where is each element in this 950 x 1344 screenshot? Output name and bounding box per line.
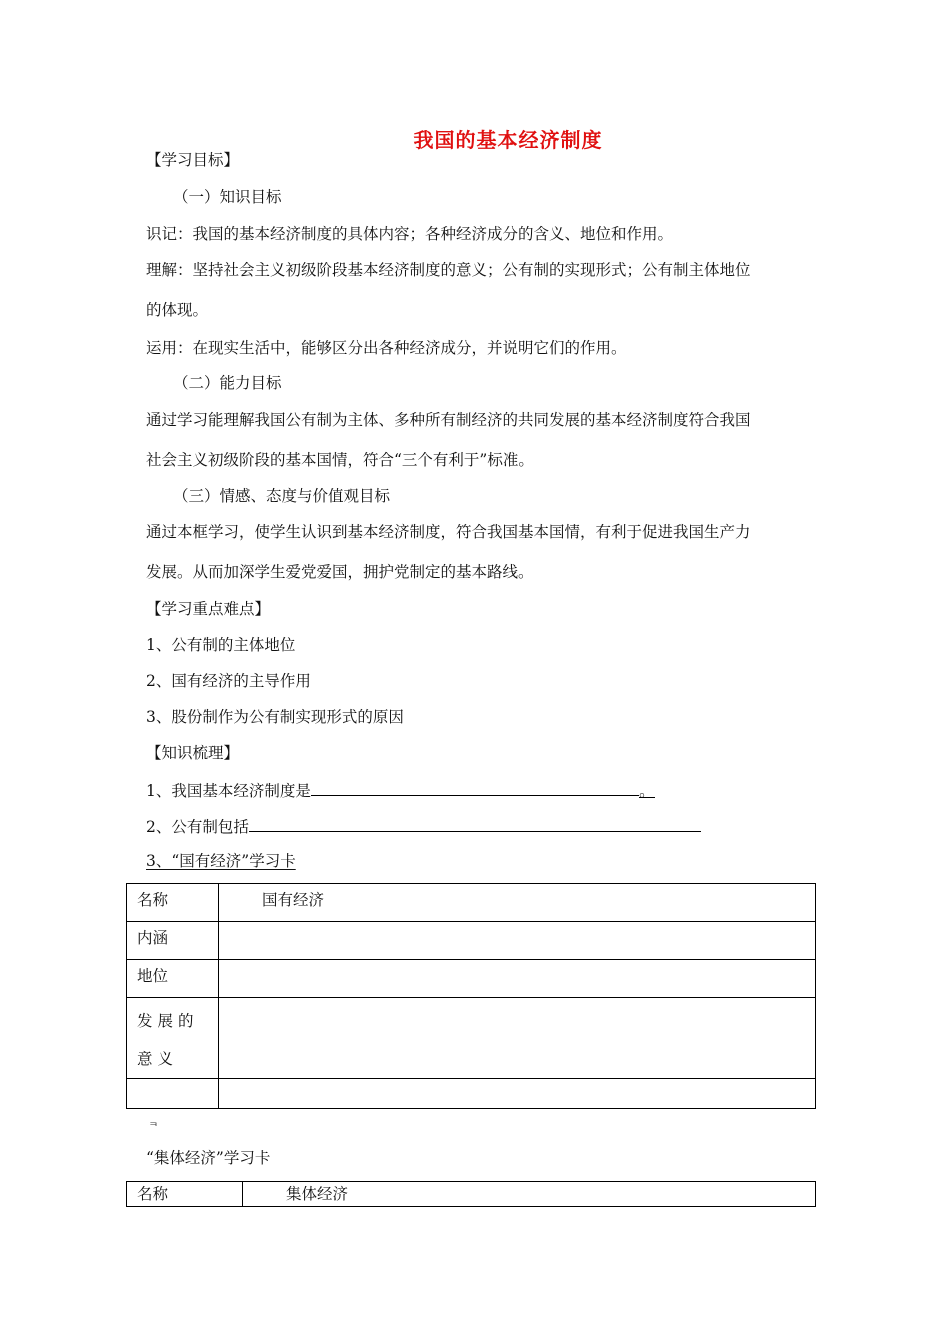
- heading-key-points: 【学习重点难点】: [146, 600, 271, 618]
- values-line1: 通过本框学习，使学生认识到基本经济制度，符合我国基本国情，有利于促进我国生产力: [146, 523, 751, 541]
- goal-understand-line1: 理解：坚持社会主义初级阶段基本经济制度的意义；公有制的实现形式；公有制主体地位: [146, 261, 751, 279]
- values-line2: 发展。从而加深学生爱党爱国，拥护党制定的基本路线。: [146, 563, 534, 581]
- return-mark: ⫬: [150, 1115, 158, 1129]
- key-point-2: 2、国有经济的主导作用: [146, 672, 311, 690]
- goal-understand-line2: 的体现。: [146, 301, 209, 319]
- table-row: [127, 884, 816, 922]
- card-1-title: 3、“国有经济”学习卡: [146, 852, 296, 870]
- key-point-3: 3、股份制作为公有制实现形式的原因: [146, 708, 404, 726]
- table-cell-label: [127, 1079, 219, 1109]
- document-title: 我国的基本经济制度: [413, 128, 603, 152]
- sub-heading-knowledge: （一）知识目标: [173, 188, 282, 206]
- state-economy-table: [126, 883, 816, 1109]
- goal-memorize: 识记：我国的基本经济制度的具体内容；各种经济成分的含义、地位和作用。: [146, 225, 674, 243]
- table-cell-label: 发展的意义: [127, 998, 219, 1079]
- question-2: [146, 815, 701, 837]
- table-row: [127, 1079, 816, 1109]
- sub-heading-ability: （二）能力目标: [173, 374, 282, 392]
- question-2-blank: [249, 815, 701, 832]
- ability-line1: 通过学习能理解我国公有制为主体、多种所有制经济的共同发展的基本经济制度符合我国: [146, 411, 751, 429]
- question-1-blank: [311, 779, 639, 796]
- table-cell-value: 国有经济: [219, 884, 816, 922]
- table-row: [127, 960, 816, 998]
- heading-learning-goals: 【学习目标】: [146, 151, 240, 169]
- goal-apply: 运用：在现实生活中，能够区分出各种经济成分，并说明它们的作用。: [146, 339, 627, 357]
- table-row: [127, 998, 816, 1079]
- table-cell-label: 地位: [127, 960, 219, 998]
- sub-heading-values: （三）情感、态度与价值观目标: [173, 487, 391, 505]
- ability-line2: 社会主义初级阶段的基本国情，符合“三个有利于”标准。: [146, 451, 534, 469]
- collective-economy-table: [126, 1181, 816, 1207]
- table-cell-value: [219, 1079, 816, 1109]
- question-1-end: 。: [639, 782, 655, 800]
- card-2-title: “集体经济”学习卡: [146, 1149, 271, 1167]
- table-cell-value: 集体经济: [243, 1182, 816, 1207]
- table-row: [127, 1182, 816, 1207]
- table-cell-value: [219, 922, 816, 960]
- table-cell-label: 内涵: [127, 922, 219, 960]
- question-2-text: 2、公有制包括: [146, 818, 249, 836]
- table-cell-label: 名称: [127, 884, 219, 922]
- question-1: [146, 779, 655, 801]
- table-cell-value: [219, 998, 816, 1079]
- question-1-text: 1、我国基本经济制度是: [146, 782, 311, 800]
- heading-knowledge-review: 【知识梳理】: [146, 744, 240, 762]
- table-row: [127, 922, 816, 960]
- key-point-1: 1、公有制的主体地位: [146, 636, 296, 654]
- table-cell-label: 名称: [127, 1182, 243, 1207]
- table-cell-value: [219, 960, 816, 998]
